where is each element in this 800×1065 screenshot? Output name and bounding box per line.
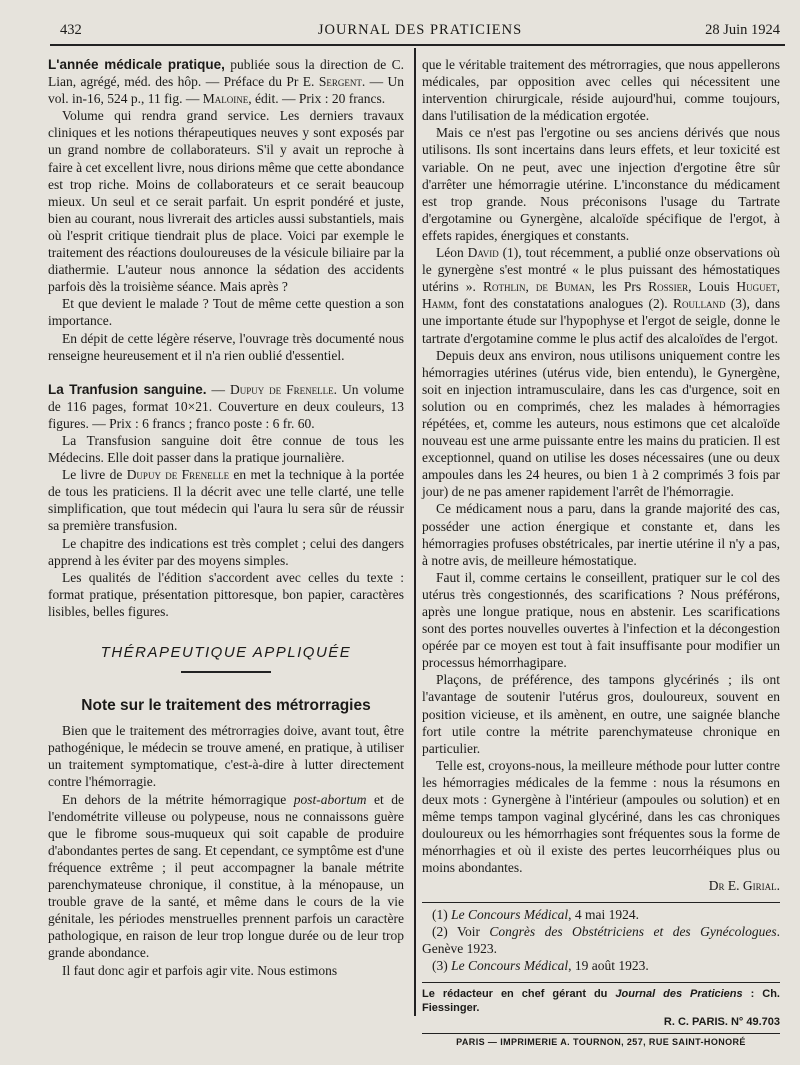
review2-paragraph: Le chapitre des indications est très complet ; celui des dangers apprend à les éviter par des moyens simples. (48, 535, 404, 568)
article-paragraph: Il faut donc agir et parfois agir vite. Nous estimons (62, 962, 338, 978)
issue-date: 28 Juin 1924 (705, 22, 780, 38)
article-paragraph: Telle est, croyons-nous, la meilleure méthode pour lutter contre les hémorragies médicales de la femme : nous la résumons en deux mots : Gynergène à l'intérieur (ampoules ou solution) et en même temps tampon vaginal glycériné, dans les cas chroniques douloureux ou les hémorrhagies sont fréquentes sous la forme de ménorrhagies et où il existe des pertes leucorrhéiques plus ou moins abondantes. (422, 757, 780, 876)
review2-paragraph: Les qualités de l'édition s'accordent avec celles du texte : format pratique, présentation pittoresque, bon papier, caractères lisibles, belles figures. (48, 569, 404, 619)
review1-paragraph: Et que devient le malade ? Tout de même cette question a son importance. (48, 296, 404, 329)
article-paragraph: que le véritable traitement des métrorragies, que nous appellerons médicales, par opposition avec celles qui nécessitent une intervention chirurgicale, réside aujourd'hui, comme toujours, dans l'utilisation de la médication ergotée. (422, 57, 780, 124)
article-title: Note sur le traitement des métrorragies (81, 697, 371, 715)
article-paragraph: Mais ce n'est pas l'ergotine ou ses anciens dérivés que nous utilisons. Ils sont incertains dans leurs effets, et leur toxicité est variable. On ne peut, avec une injection d'ergotine être sûr d'arrêter une hémorragie utérine. L'inconstance du médicament est trop grande. Nous préconisons l'usage du Tartrate d'ergotamine ou Gynergène, alcaloïde spécifique de l'ergot, à effets rapides, énergiques et constants. (422, 125, 780, 243)
article-paragraph: Faut il, comme certains le conseillent, pratiquer sur le col des utérus très congestionnés, des scarifications ? Nous préférons, après une longue pratique, nous en abstenir. Les scarifications sont des portes nouvelles ouvertes à l'infection et la décongestion opérée par ce moyen est tout à fait insuffisante pour modifier un processus hémorrhagipare. (422, 569, 780, 671)
left-column (48, 56, 404, 979)
right-column (422, 56, 780, 1051)
signature: Dr E. Girial. (708, 877, 780, 893)
imprint-rule (422, 982, 780, 983)
review-annee-medicale-header: L'année médicale pratique, publiée sous la direction de C. Lian, agrégé, méd. des hôp. — Préface du Pr E. Sergent. — Un vol. in-16, 524 p., 11 fig. — Maloine, édit. — Prix : 20 francs. (48, 57, 405, 107)
footnote: (2) Voir Congrès des Obstétriciens et des Gynécologues. Genève 1923. (422, 923, 780, 956)
article-paragraph: Léon David (1), tout récemment, a publié onze observations où le gynergène s'est montré « le plus puissant des hémostatiques utérins ». Rothlin, de Buman, les Prs Rossier, Louis Huguet, Hamm, font des constatations analogues (2). Roulland (3), dans une importante étude sur l'hypophyse et l'ergot de seigle, donne le tartrate d'ergotamine comme le plus actif des alcaloïdes de l'ergot. (422, 245, 780, 346)
article-paragraph: Depuis deux ans environ, nous utilisons uniquement contre les hémorragies utérines (utérus vide, bien entendu), le Gynergène, soit en injection intramusculaire, dans les cas d'urgence, soit en solution ou en comprimés, chez les malades à hémorragies répétées, et, comme les auteurs, nous estimons que cet alcaloïde nouveau est une arme puissante entre les mains du praticien. Il est exceptionnel, quand on utilise les doses nécessaires (une ou deux ampoules dans les 24 heures, ou bien 1 à 2 comprimés 3 fois par jour) de ne pas amener rapidement l'arrêt de l'hémorragie. (422, 347, 780, 500)
article-paragraph: En dehors de la métrite hémorragique post-abortum et de l'endométrite villeuse ou polypeuse, nous ne connaissons guère que le fibrome sous-muqueux qui soit capable de produire d'abondantes pertes de sang. Et cependant, ce symptôme est d'une fréquence extrême ; il peut accompagner la banale métrite parenchymateuse chronique, il constitue, à la ménopause, un trouble grave de la santé, et même dans le cours de la vie génitale, les périodes menstruelles prennent parfois un caractère pathologique, en raison de leur trop longue durée ou de leur trop grande abondance. (48, 791, 404, 961)
article-paragraph: Plaçons, de préférence, des tampons glycérinés ; ils ont l'avantage de soutenir l'utérus gros, douloureux, souvent en position vicieuse, et ils amènent, en outre, une saignée blanche fort utile contre la métrite parenchymateuse chronique en particulier. (422, 672, 780, 756)
review1-paragraph: Volume qui rendra grand service. Les derniers travaux cliniques et les notions thérapeutiques neuves y sont exposés par un grand nombre de collaborateurs. S'il y avait un reproche à faire à cet excellent livre, nous dirions même que cette abondance est trop riche. Moins de collaborateurs et ce serait beaucoup mieux. Un seul et ce serait parfait. Un esprit pondéré et juste, bien au courant, nous livrerait des articles aussi substantiels, mais où l'esprit critique tiendrait plus de place. Voici par exemple le traitement des réactions douloureuses de la vésicule biliaire par la diathermie. L'auteur nous annonce la sédation des accidents parfois dès la troisième séance. Mais après ? (48, 108, 404, 295)
article-paragraph: Bien que le traitement des métrorragies doive, avant tout, être pathogénique, le médecin se trouve amené, en pratique, à utiliser un traitement symptomatique, c'est-à-dire à lutter directement contre l'hémorragie. (48, 723, 404, 790)
footnote: (1) Le Concours Médical, 4 mai 1924. (432, 906, 639, 922)
footnote: (3) Le Concours Médical, 19 août 1923. (432, 957, 649, 973)
review-transfusion-header: La Tranfusion sanguine. — Dupuy de Frenelle. Un volume de 116 pages, format 10×21. Couverture en deux couleurs, 13 figures. — Prix : 6 francs ; franco poste : 6 fr. 60. (48, 381, 405, 431)
review1-paragraph: En dépit de cette légère réserve, l'ouvrage très documenté nous renseigne heureusement et il n'a rien oublié d'essentiel. (48, 330, 404, 363)
column-divider (414, 48, 416, 1016)
section-title: THÉRAPEUTIQUE APPLIQUÉE (100, 644, 352, 661)
footnote-rule (422, 902, 780, 903)
review2-paragraph: La Transfusion sanguine doit être connue de tous les Médecins. Elle doit passer dans la pratique journalière. (48, 432, 404, 466)
journal-title: JOURNAL DES PRATICIENS (317, 22, 523, 38)
article-paragraph: Ce médicament nous a paru, dans la grande majorité des cas, posséder une action énergique et constante et, dans les hémorragies profuses obstétricales, par inertie utérine il n'y a pas, à notre avis, de meilleure hémostatique. (422, 501, 780, 568)
header-rule (50, 44, 785, 46)
section-rule (181, 671, 271, 673)
page-header (60, 20, 780, 42)
footnotes (422, 906, 780, 974)
imprint: Le rédacteur en chef gérant du Journal des Praticiens : Ch. Fiessinger. R. C. PARIS. N° 49.703 (422, 987, 780, 1028)
printer-line: PARIS — IMPRIMERIE A. TOURNON, 257, RUE SAINT-HONORÉ (456, 1036, 746, 1047)
page-number: 432 (60, 22, 82, 38)
review2-paragraph: Le livre de Dupuy de Frenelle en met la technique à la portée de tous les praticiens. Il la décrit avec une telle clarté, une telle simplification, que tout médecin qui l'aura lu sera sûr de réussir sa première transfusion. (48, 467, 404, 534)
